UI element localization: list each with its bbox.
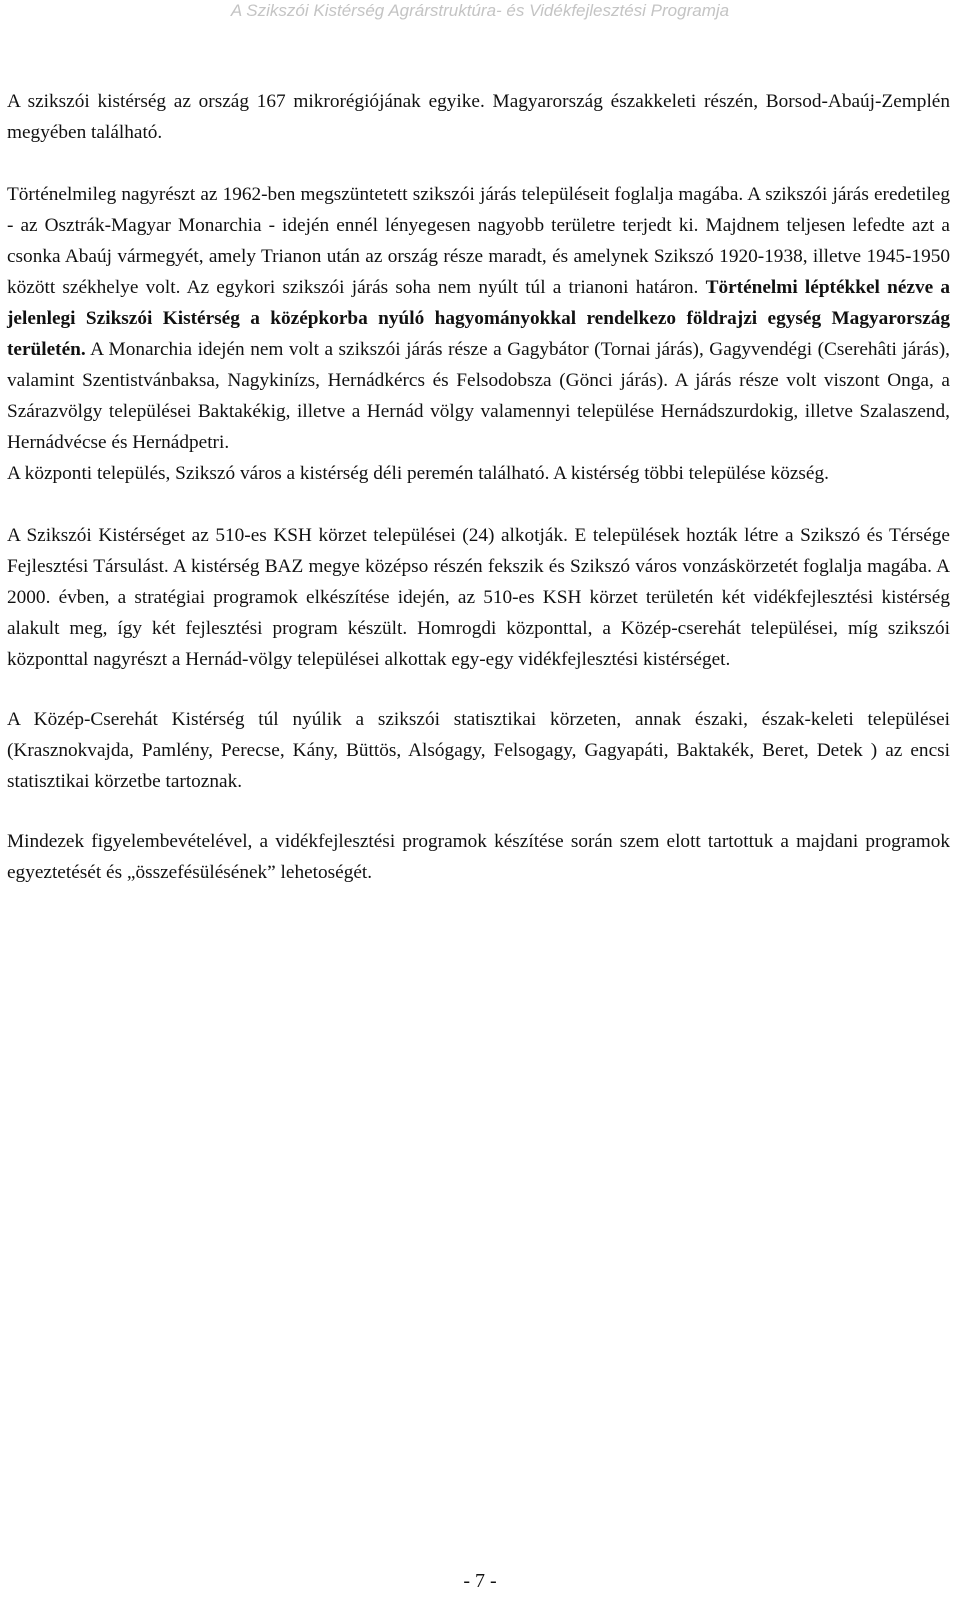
paragraph-cserehat: A Közép-Cserehát Kistérség túl nyúlik a szikszói statisztikai körzeten, annak északi, észak-keleti települései (Krasznokvajda, Pamlény, Perecse, Kány, Büttös, Alsógagy, Felsogagy, Gagyapáti, Baktakék, Beret, Detek ) az encsi statisztikai körzetbe tartoznak. (7, 709, 950, 792)
document-body (7, 86, 950, 888)
paragraph-ksh: A Szikszói Kistérséget az 510-es KSH körzet települései (24) alkotják. E települések hozták létre a Szikszó és Térsége Fejlesztési Társulást. A kistérség BAZ megye középso részén fekszik és Szikszó város vonzáskörzetét foglalja magába. A 2000. évben, a stratégiai programok elkészítése idején, az 510-es KSH körzet területén két vidékfejlesztési kistérség alakult meg, így két fejlesztési program készült. Homrogdi központtal, a Közép-cserehát települései, míg szikszói központtal nagyrészt a Hernád-völgy települései alkottak egy-egy vidékfejlesztési kistérséget. (7, 525, 950, 670)
history-text: Történelmileg nagyrészt az 1962-ben megszüntetett szikszói járás településeit foglalja magába. A szikszói járás eredetileg - az Osztrák-Magyar Monarchia - idején ennél lényegesen nagyobb területre terjedt ki. Majdnem teljesen lefedte azt a csonka Abaúj vármegyét, amely Trianon után az ország része maradt, és amelynek Szikszó 1920-1938, illetve 1945-1950 között székhelye volt. Az egykori szikszói járás soha nem nyúlt túl a trianoni határon. (7, 184, 950, 298)
history-bold-text: Történelmi léptékkel nézve a jelenlegi Szikszói Kistérség a középkorba nyúló hagyományokkal rendelkezo földrajzi egység Magyarország területén. (7, 277, 950, 360)
paragraph-central-town: A központi település, Szikszó város a kistérség déli peremén található. A kistérség többi települése község. (7, 463, 829, 484)
paragraph-conclusion: Mindezek figyelembevételével, a vidékfejlesztési programok készítése során szem elott tartottuk a majdani programok egyeztetését és „összefésülésének” lehetoségét. (7, 831, 950, 883)
paragraph-intro: A szikszói kistérség az ország 167 mikrorégiójának egyike. Magyarország északkeleti részén, Borsod-Abaúj-Zemplén megyében található. (7, 91, 950, 143)
running-header: A Szikszói Kistérség Agrárstruktúra- és Vidékfejlesztési Programja (230, 1, 730, 20)
paragraph-history (7, 179, 950, 458)
monarchia-text: A Monarchia idején nem volt a szikszói járás része a Gagybátor (Tornai járás), Gagyvendégi (Cserehâti járás), valamint Szentistvánbaksa, Nagykinízs, Hernádkércs és Felsodobsza (Gönci járás). A járás része volt viszont Onga, a Szárazvölgy települései Baktakékig, illetve a Hernád völgy valamennyi települése Hernádszurdokig, illetve Szalaszend, Hernádvécse és Hernádpetri. (7, 339, 951, 453)
page-number: - 7 - (463, 1570, 497, 1592)
